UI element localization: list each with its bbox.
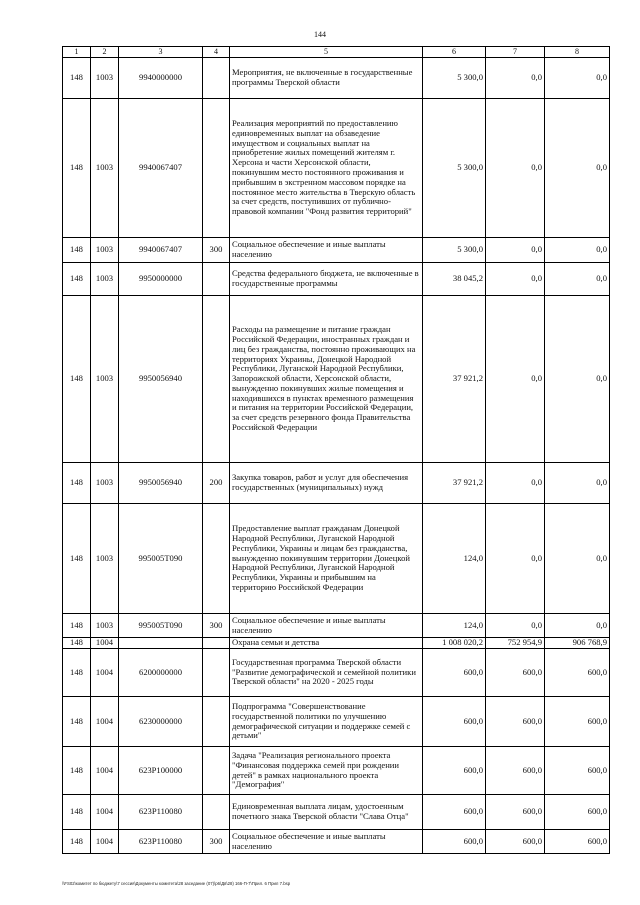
cell-amount-3: 0,0 [545, 58, 610, 99]
cell-description: Мероприятия, не включенные в государственные программы Тверской области [230, 58, 423, 99]
cell-amount-1: 600,0 [423, 649, 486, 697]
cell-section: 1003 [91, 263, 119, 296]
cell-description: Социальное обеспечение и иные выплаты населению [230, 830, 423, 854]
cell-target-article: 995005Т090 [119, 504, 203, 614]
cell-department: 148 [63, 99, 91, 238]
table-row [63, 747, 610, 795]
column-header: 8 [545, 47, 610, 58]
cell-department: 148 [63, 238, 91, 263]
cell-amount-3: 600,0 [545, 649, 610, 697]
cell-target-article: 623Р100000 [119, 747, 203, 795]
cell-description: Социальное обеспечение и иные выплаты населению [230, 614, 423, 638]
cell-amount-1: 37 921,2 [423, 296, 486, 463]
cell-description: Государственная программа Тверской области "Развитие демографической и семейной политики Тверской области" на 2020 - 2025 годы [230, 649, 423, 697]
cell-target-article: 9950000000 [119, 263, 203, 296]
cell-amount-2: 600,0 [486, 747, 545, 795]
cell-amount-2: 0,0 [486, 296, 545, 463]
cell-description: Социальное обеспечение и иные выплаты населению [230, 238, 423, 263]
cell-target-article: 9940000000 [119, 58, 203, 99]
cell-description: Единовременная выплата лицам, удостоенным почетного знака Тверской области "Слава Отца" [230, 795, 423, 830]
cell-amount-3: 600,0 [545, 697, 610, 747]
cell-expense-type: 200 [203, 463, 230, 504]
cell-amount-1: 5 300,0 [423, 238, 486, 263]
cell-expense-type: 300 [203, 614, 230, 638]
cell-target-article: 9950056940 [119, 463, 203, 504]
cell-department: 148 [63, 697, 91, 747]
table-row [63, 58, 610, 99]
table-header-row [63, 47, 610, 58]
file-path-footer: \\FS02\комитет по бюджету\7 сессия\Документы комитета\28 заседание (07)\р6\Дв\28) 166-П-7\Прил. 6 Прил 7.bsp [62, 881, 291, 886]
cell-description: Реализация мероприятий по предоставлению единовременных выплат на обзаведение имуществом и социальных выплат на приобретение жилых помещений жителям г. Херсона и части Херсонской области, покинувшим место постоянного проживания и прибывшим в экстренном массовом порядке на постоянное место жительства в Тверскую область за счет средств, поступивших от публично-правовой компании "Фонд развития территорий" [230, 99, 423, 238]
cell-expense-type [203, 649, 230, 697]
cell-amount-3: 600,0 [545, 795, 610, 830]
cell-amount-3: 0,0 [545, 463, 610, 504]
cell-expense-type [203, 747, 230, 795]
cell-description: Подпрограмма "Совершенствование государственной политики по улучшению демографической ситуации и поддержке семей с детьми" [230, 697, 423, 747]
cell-section: 1003 [91, 238, 119, 263]
cell-amount-3: 906 768,9 [545, 638, 610, 649]
cell-description: Охрана семьи и детства [230, 638, 423, 649]
cell-amount-1: 600,0 [423, 795, 486, 830]
cell-department: 148 [63, 649, 91, 697]
column-header: 6 [423, 47, 486, 58]
cell-description: Расходы на размещение и питание граждан Российской Федерации, иностранных граждан и лиц без гражданства, постоянно проживающих на территориях Украины, Донецкой Народной Республики, Луганской Народной Республики, Запорожской области, Херсонской области, вынужденно покинувших жилые помещения и находившихся в пунктах временного размещения и питания на территории Российской Федерации, за счет средств резервного фонда Правительства Российской Федерации [230, 296, 423, 463]
cell-section: 1004 [91, 638, 119, 649]
table-row [63, 238, 610, 263]
cell-section: 1004 [91, 830, 119, 854]
cell-department: 148 [63, 614, 91, 638]
cell-target-article: 995005Т090 [119, 614, 203, 638]
cell-target-article [119, 638, 203, 649]
cell-amount-3: 0,0 [545, 263, 610, 296]
cell-amount-2: 0,0 [486, 504, 545, 614]
cell-expense-type [203, 263, 230, 296]
budget-table [62, 46, 610, 854]
column-header: 4 [203, 47, 230, 58]
table-row [63, 697, 610, 747]
table-row [63, 614, 610, 638]
cell-description: Задача "Реализация регионального проекта "Финансовая поддержка семей при рождении детей" в рамках национального проекта "Демография" [230, 747, 423, 795]
cell-expense-type [203, 58, 230, 99]
cell-department: 148 [63, 463, 91, 504]
cell-expense-type [203, 504, 230, 614]
cell-target-article: 623Р110080 [119, 830, 203, 854]
cell-description: Средства федерального бюджета, не включенные в государственные программы [230, 263, 423, 296]
column-header: 7 [486, 47, 545, 58]
cell-target-article: 9950056940 [119, 296, 203, 463]
table-row [63, 263, 610, 296]
cell-description: Закупка товаров, работ и услуг для обеспечения государственных (муниципальных) нужд [230, 463, 423, 504]
table-row [63, 504, 610, 614]
cell-amount-3: 600,0 [545, 830, 610, 854]
cell-expense-type [203, 697, 230, 747]
cell-amount-2: 0,0 [486, 58, 545, 99]
cell-department: 148 [63, 638, 91, 649]
cell-expense-type [203, 638, 230, 649]
cell-amount-2: 600,0 [486, 697, 545, 747]
table-row [63, 99, 610, 238]
cell-amount-1: 37 921,2 [423, 463, 486, 504]
cell-department: 148 [63, 747, 91, 795]
cell-target-article: 623Р110080 [119, 795, 203, 830]
cell-amount-1: 5 300,0 [423, 99, 486, 238]
cell-amount-3: 600,0 [545, 747, 610, 795]
cell-section: 1004 [91, 795, 119, 830]
cell-amount-1: 124,0 [423, 614, 486, 638]
cell-section: 1003 [91, 614, 119, 638]
cell-amount-3: 0,0 [545, 614, 610, 638]
cell-amount-1: 600,0 [423, 830, 486, 854]
cell-target-article: 9940067407 [119, 99, 203, 238]
cell-section: 1003 [91, 58, 119, 99]
cell-section: 1003 [91, 296, 119, 463]
cell-amount-2: 600,0 [486, 649, 545, 697]
cell-amount-2: 0,0 [486, 463, 545, 504]
table-row [63, 296, 610, 463]
page-number: 144 [314, 30, 326, 39]
cell-amount-3: 0,0 [545, 99, 610, 238]
table-row [63, 795, 610, 830]
cell-section: 1004 [91, 697, 119, 747]
cell-expense-type: 300 [203, 238, 230, 263]
cell-department: 148 [63, 830, 91, 854]
cell-expense-type: 300 [203, 830, 230, 854]
column-header: 2 [91, 47, 119, 58]
cell-amount-2: 0,0 [486, 99, 545, 238]
cell-amount-1: 38 045,2 [423, 263, 486, 296]
cell-amount-1: 600,0 [423, 697, 486, 747]
cell-description: Предоставление выплат гражданам Донецкой Народной Республики, Луганской Народной Республики, Украины и лицам без гражданства, вынужденно покинувшим территории Донецкой Народной Республики, Луганской Народной Республики, Украины и прибывшим на территорию Российской Федерации [230, 504, 423, 614]
cell-department: 148 [63, 263, 91, 296]
cell-department: 148 [63, 504, 91, 614]
cell-amount-1: 1 008 020,2 [423, 638, 486, 649]
cell-department: 148 [63, 296, 91, 463]
cell-amount-1: 5 300,0 [423, 58, 486, 99]
cell-amount-2: 752 954,9 [486, 638, 545, 649]
cell-amount-1: 124,0 [423, 504, 486, 614]
table-row [63, 463, 610, 504]
table-row [63, 638, 610, 649]
cell-expense-type [203, 296, 230, 463]
cell-section: 1004 [91, 747, 119, 795]
cell-department: 148 [63, 795, 91, 830]
cell-expense-type [203, 795, 230, 830]
cell-amount-3: 0,0 [545, 296, 610, 463]
cell-amount-3: 0,0 [545, 238, 610, 263]
cell-amount-3: 0,0 [545, 504, 610, 614]
cell-amount-1: 600,0 [423, 747, 486, 795]
cell-section: 1004 [91, 649, 119, 697]
table-row [63, 830, 610, 854]
cell-department: 148 [63, 58, 91, 99]
cell-amount-2: 0,0 [486, 238, 545, 263]
cell-section: 1003 [91, 463, 119, 504]
cell-amount-2: 0,0 [486, 614, 545, 638]
cell-section: 1003 [91, 504, 119, 614]
cell-amount-2: 600,0 [486, 830, 545, 854]
cell-target-article: 6200000000 [119, 649, 203, 697]
cell-amount-2: 0,0 [486, 263, 545, 296]
cell-amount-2: 600,0 [486, 795, 545, 830]
cell-expense-type [203, 99, 230, 238]
column-header: 1 [63, 47, 91, 58]
table-row [63, 649, 610, 697]
cell-section: 1003 [91, 99, 119, 238]
cell-target-article: 6230000000 [119, 697, 203, 747]
cell-target-article: 9940067407 [119, 238, 203, 263]
column-header: 5 [230, 47, 423, 58]
column-header: 3 [119, 47, 203, 58]
